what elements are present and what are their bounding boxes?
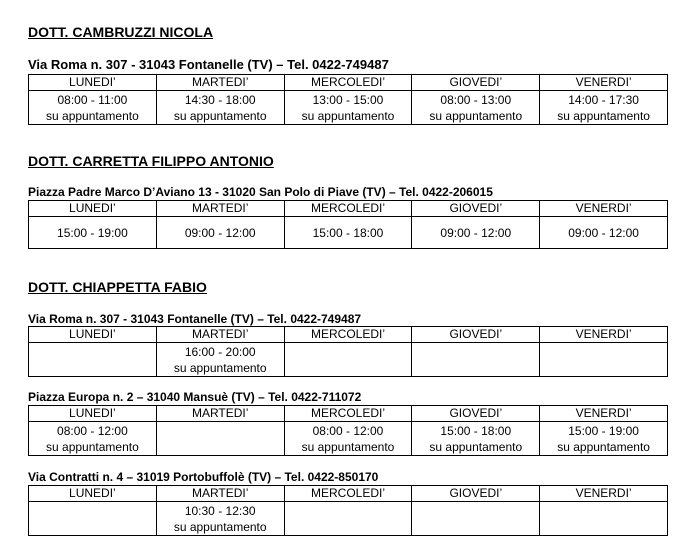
day-header: LUNEDI’ [29, 75, 157, 91]
day-header: MERCOLEDI’ [284, 327, 412, 343]
hours-cell [284, 217, 412, 249]
day-header: MARTEDI’ [156, 75, 284, 91]
hours-cell [29, 502, 157, 536]
time-slot: 15:00 - 19:00 [57, 225, 128, 240]
day-header: VENERDI’ [540, 406, 668, 422]
appointment-note: su appuntamento [301, 439, 395, 454]
day-header: GIOVEDI’ [412, 201, 540, 217]
hours-cell [540, 343, 668, 377]
schedule-table [28, 74, 668, 125]
hours-cell [156, 502, 284, 536]
time-slot: 14:00 - 17:30 [568, 92, 639, 107]
day-header: VENERDI’ [540, 75, 668, 91]
time-slot: 09:00 - 12:00 [568, 225, 639, 240]
time-slot: 09:00 - 12:00 [184, 225, 256, 240]
day-header: LUNEDI’ [29, 486, 157, 502]
time-slot: 13:00 - 15:00 [312, 92, 384, 107]
day-header-row [29, 327, 668, 343]
time-slot: 08:00 - 12:00 [312, 423, 384, 438]
appointment-note: su appuntamento [429, 108, 523, 123]
day-header: LUNEDI’ [29, 406, 157, 422]
day-header-row [29, 406, 668, 422]
hours-cell [156, 217, 284, 249]
appointment-note: su appuntamento [173, 519, 267, 534]
time-slot: 14:30 - 18:00 [184, 92, 256, 107]
day-header: LUNEDI’ [29, 201, 157, 217]
hours-cell [284, 502, 412, 536]
hours-cell [412, 502, 540, 536]
day-header: GIOVEDI’ [412, 75, 540, 91]
day-header: MARTEDI’ [156, 201, 284, 217]
time-slot: 15:00 - 18:00 [440, 423, 512, 438]
appointment-note: su appuntamento [173, 108, 267, 123]
hours-cell [284, 422, 412, 456]
time-slot: 15:00 - 19:00 [568, 423, 639, 438]
time-slot: 16:00 - 20:00 [184, 344, 256, 359]
day-header: MERCOLEDI’ [284, 486, 412, 502]
day-header: MERCOLEDI’ [284, 75, 412, 91]
schedule-table [28, 326, 668, 377]
address-line: Via Contratti n. 4 – 31019 Portobuffolè (TV) – Tel. 0422-850170 [28, 470, 379, 484]
schedule-table [28, 485, 668, 536]
hours-cell [156, 422, 284, 456]
day-header: GIOVEDI’ [412, 486, 540, 502]
hours-row [29, 217, 668, 249]
day-header: GIOVEDI’ [412, 327, 540, 343]
hours-cell [156, 343, 284, 377]
address-line: Via Roma n. 307 - 31043 Fontanelle (TV) – Tel. 0422-749487 [28, 312, 362, 326]
hours-cell [412, 343, 540, 377]
hours-cell [540, 91, 668, 125]
hours-cell [284, 343, 412, 377]
appointment-note: su appuntamento [429, 439, 523, 454]
address-line: Piazza Padre Marco D’Aviano 13 - 31020 San Polo di Piave (TV) – Tel. 0422-206015 [28, 185, 493, 199]
time-slot: 15:00 - 18:00 [312, 225, 384, 240]
day-header: MARTEDI’ [156, 327, 284, 343]
appointment-note: su appuntamento [46, 108, 139, 123]
hours-row [29, 502, 668, 536]
address-line: Piazza Europa n. 2 – 31040 Mansuè (TV) – Tel. 0422-711072 [28, 390, 362, 404]
doctor-name: DOTT. CHIAPPETTA FABIO [28, 279, 207, 295]
appointment-note: su appuntamento [557, 108, 650, 123]
hours-cell [29, 91, 157, 125]
schedule-table [28, 200, 668, 249]
day-header-row [29, 75, 668, 91]
appointment-note: su appuntamento [46, 439, 139, 454]
hours-cell [412, 217, 540, 249]
time-slot: 08:00 - 12:00 [57, 423, 128, 438]
hours-cell [540, 502, 668, 536]
day-header: GIOVEDI’ [412, 406, 540, 422]
day-header: VENERDI’ [540, 486, 668, 502]
day-header: MARTEDI’ [156, 486, 284, 502]
hours-cell [29, 422, 157, 456]
hours-row [29, 343, 668, 377]
hours-row [29, 422, 668, 456]
day-header: MARTEDI’ [156, 406, 284, 422]
hours-cell [156, 91, 284, 125]
appointment-note: su appuntamento [301, 108, 395, 123]
time-slot: 09:00 - 12:00 [440, 225, 512, 240]
hours-cell [29, 217, 157, 249]
appointment-note: su appuntamento [557, 439, 650, 454]
hours-cell [29, 343, 157, 377]
day-header: MERCOLEDI’ [284, 406, 412, 422]
time-slot: 08:00 - 11:00 [57, 92, 128, 107]
schedule-table [28, 405, 668, 456]
doctor-name: DOTT. CAMBRUZZI NICOLA [28, 24, 214, 40]
day-header: VENERDI’ [540, 327, 668, 343]
hours-cell [540, 422, 668, 456]
hours-cell [540, 217, 668, 249]
time-slot: 08:00 - 13:00 [440, 92, 512, 107]
day-header: LUNEDI’ [29, 327, 157, 343]
time-slot: 10:30 - 12:30 [184, 503, 256, 518]
day-header: VENERDI’ [540, 201, 668, 217]
day-header-row [29, 486, 668, 502]
doctor-name: DOTT. CARRETTA FILIPPO ANTONIO [28, 153, 274, 169]
day-header: MERCOLEDI’ [284, 201, 412, 217]
hours-cell [412, 422, 540, 456]
appointment-note: su appuntamento [173, 360, 267, 375]
address-line: Via Roma n. 307 - 31043 Fontanelle (TV) – Tel. 0422-749487 [28, 57, 389, 72]
hours-cell [284, 91, 412, 125]
day-header-row [29, 201, 668, 217]
hours-row [29, 91, 668, 125]
hours-cell [412, 91, 540, 125]
